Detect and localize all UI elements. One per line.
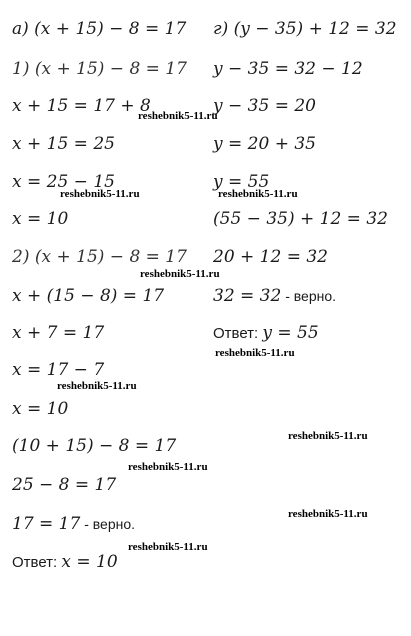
watermark-6: reshebnik5-11.ru [57,380,137,392]
watermark-4: reshebnik5-11.ru [140,268,220,280]
left-check-line [12,513,135,535]
left-answer-label: Ответ: [12,554,62,571]
left-line-11: x = 10 [12,399,69,419]
watermark-3: reshebnik5-11.ru [218,188,298,200]
left-answer-value: x = 10 [61,552,118,572]
left-line-1: а) (x + 15) − 8 = 17 [12,19,187,39]
right-answer-value: y = 55 [262,323,319,343]
watermark-7: reshebnik5-11.ru [288,430,368,442]
watermark-5: reshebnik5-11.ru [215,347,295,359]
right-check-equation: 32 = 32 [213,286,282,306]
right-answer-line [213,322,319,345]
right-line-1: г) (y − 35) + 12 = 32 [213,19,397,39]
left-line-6: x = 10 [12,209,69,229]
right-line-7: 20 + 12 = 32 [213,247,328,267]
right-line-3: y − 35 = 20 [213,96,316,116]
right-line-6: (55 − 35) + 12 = 32 [213,209,388,229]
right-answer-label: Ответ: [213,325,263,342]
left-check-equation: 17 = 17 [12,514,81,534]
left-line-9: x + 7 = 17 [12,323,105,343]
left-line-8: x + (15 − 8) = 17 [12,286,165,306]
right-check-line [213,285,336,307]
right-line-4: y = 20 + 35 [213,134,316,154]
left-line-3: x + 15 = 17 + 8 [12,96,151,116]
right-line-2: y − 35 = 32 − 12 [213,59,363,79]
left-line-5: x = 25 − 15 [12,172,115,192]
right-check-note: - верно. [281,288,337,304]
left-line-4: x + 15 = 25 [12,134,115,154]
left-answer-line [12,551,118,574]
watermark-10: reshebnik5-11.ru [128,541,208,553]
right-line-5: y = 55 [213,172,270,192]
watermark-9: reshebnik5-11.ru [288,508,368,520]
left-check-note: - верно. [80,516,136,532]
watermark-1: reshebnik5-11.ru [138,110,218,122]
left-line-13: 25 − 8 = 17 [12,475,117,495]
watermark-8: reshebnik5-11.ru [128,461,208,473]
left-line-10: x = 17 − 7 [12,360,105,380]
left-line-2: 1) (x + 15) − 8 = 17 [12,59,187,79]
left-line-7: 2) (x + 15) − 8 = 17 [12,247,187,267]
watermark-2: reshebnik5-11.ru [60,188,140,200]
left-line-12: (10 + 15) − 8 = 17 [12,436,177,456]
